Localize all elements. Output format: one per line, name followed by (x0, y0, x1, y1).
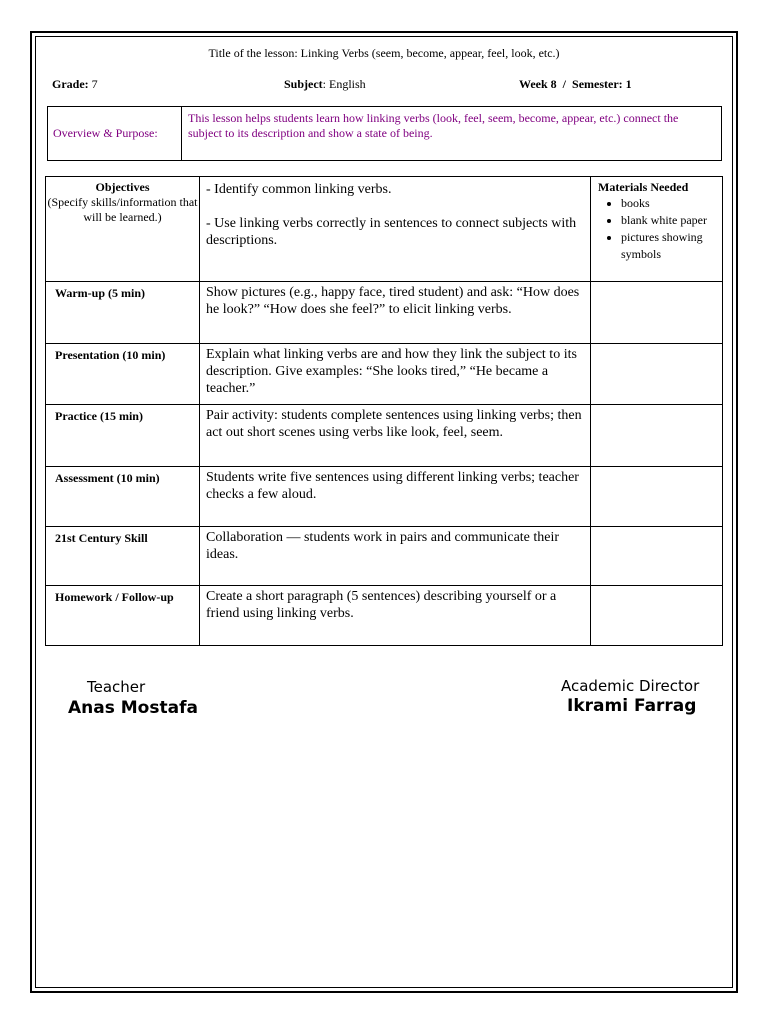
objectives-header-cell (46, 177, 200, 282)
row-empty-cell (591, 344, 723, 405)
table-row (46, 344, 723, 405)
row-label: Homework / Follow-up (46, 586, 200, 646)
materials-cell (591, 177, 723, 282)
table-row (46, 405, 723, 467)
table-row (46, 282, 723, 344)
objective-item: - Identify common linking verbs. (206, 182, 392, 197)
grade-label: Grade: (52, 77, 89, 91)
list-item: • blank white paper (621, 212, 722, 229)
table-row (46, 527, 723, 586)
row-label: Practice (15 min) (46, 405, 200, 467)
teacher-name: Anas Mostafa (68, 698, 198, 718)
row-text: Students write five sentences using different linking verbs; teacher checks a few aloud. (200, 467, 591, 527)
overview-label: Overview & Purpose: (48, 107, 182, 160)
week-value: Week 8 (519, 77, 557, 91)
row-label: Presentation (10 min) (46, 344, 200, 405)
objectives-cell (200, 177, 591, 282)
overview-text: This lesson helps students learn how linking verbs (look, feel, seem, become, appear, etc.) connect the subject to its description and show a state of being. (188, 111, 679, 140)
row-empty-cell (591, 282, 723, 344)
row-text: Collaboration — students work in pairs and communicate their ideas. (200, 527, 591, 586)
objectives-subtitle: (Specify skills/information that will be learned.) (47, 195, 198, 224)
director-name: Ikrami Farrag (567, 696, 697, 716)
table-row (46, 586, 723, 646)
row-empty-cell (591, 586, 723, 646)
materials-title: Materials Needed (598, 180, 689, 194)
subject-value: : English (322, 77, 366, 91)
objectives-title: Objectives (95, 180, 150, 194)
overview-box (47, 106, 722, 161)
row-empty-cell (591, 405, 723, 467)
row-text: Show pictures (e.g., happy face, tired student) and ask: “How does he look?” “How does she feel?” to elicit linking verbs. (200, 282, 591, 344)
semester-value: Semester: 1 (572, 77, 632, 91)
objective-item: - Use linking verbs correctly in sentences to connect subjects with descriptions. (206, 216, 577, 248)
row-label: Warm-up (5 min) (46, 282, 200, 344)
subject-label: Subject (284, 77, 323, 91)
lesson-title: Title of the lesson: Linking Verbs (seem, become, appear, feel, look, etc.) (208, 46, 560, 60)
row-empty-cell (591, 527, 723, 586)
grade-value: 7 (88, 77, 98, 91)
subject-field (284, 77, 366, 92)
table-row (46, 177, 723, 282)
row-label: Assessment (10 min) (46, 467, 200, 527)
row-empty-cell (591, 467, 723, 527)
materials-list (591, 195, 722, 263)
list-item: • pictures showing symbols (621, 229, 722, 263)
table-row (46, 467, 723, 527)
grade-field (52, 77, 98, 92)
row-text: Create a short paragraph (5 sentences) describing yourself or a friend using linking verbs. (200, 586, 591, 646)
lesson-plan-table (45, 176, 723, 646)
week-semester-field (519, 77, 632, 92)
row-text: Pair activity: students complete sentences using linking verbs; then act out short scenes using verbs like look, feel, seem. (200, 405, 591, 467)
row-label: 21st Century Skill (46, 527, 200, 586)
list-item: • books (621, 195, 722, 212)
teacher-role: Teacher (87, 678, 146, 696)
week-separator: / (562, 77, 567, 91)
director-role: Academic Director (561, 677, 700, 695)
row-text: Explain what linking verbs are and how they link the subject to its description. Give examples: “She looks tired,” “He became a teacher.” (200, 344, 591, 405)
